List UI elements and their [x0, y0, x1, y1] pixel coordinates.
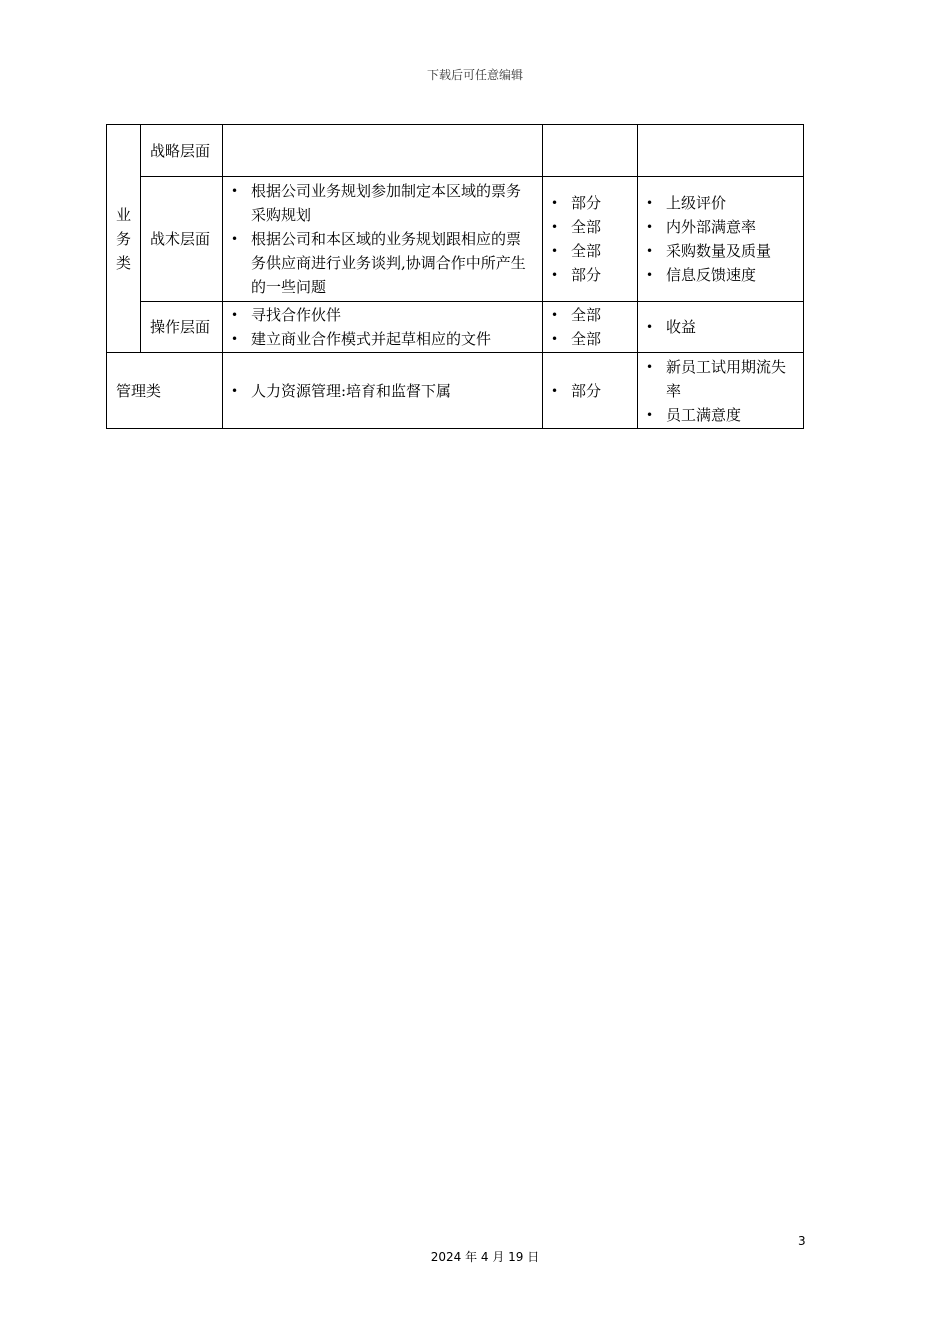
level-cell: 战术层面 — [141, 177, 223, 302]
duties-cell — [223, 177, 543, 302]
list-item: • 全部 — [551, 303, 629, 327]
duties-cell — [223, 353, 543, 429]
list-item: • 根据公司和本区域的业务规划跟相应的票务供应商进行业务谈判,协调合作中所产生的一些问题 — [231, 227, 534, 299]
responsibility-table — [106, 124, 804, 429]
list-item: • 建立商业合作模式并起草相应的文件 — [231, 327, 534, 351]
list-item: • 内外部满意率 — [646, 215, 795, 239]
list-item: • 收益 — [646, 315, 795, 339]
kpi-cell — [638, 353, 804, 429]
list-item: • 根据公司业务规划参加制定本区域的票务采购规划 — [231, 179, 534, 227]
table-row-tactical — [107, 177, 804, 302]
list-item: • 全部 — [551, 327, 629, 351]
scope-cell — [543, 302, 638, 353]
list-item: • 员工满意度 — [646, 403, 795, 427]
page-header: 下载后可任意编辑 — [426, 68, 523, 82]
list-item: • 上级评价 — [646, 191, 795, 215]
kpi-cell — [638, 302, 804, 353]
list-item: • 全部 — [551, 239, 629, 263]
list-item: • 部分 — [551, 263, 629, 287]
table-row-operational — [107, 302, 804, 353]
kpi-cell — [638, 177, 804, 302]
list-item: • 新员工试用期流失率 — [646, 355, 795, 403]
footer-date: 2024 年 4 月 19 日 — [430, 1250, 540, 1264]
list-item: • 人力资源管理:培育和监督下属 — [231, 379, 534, 403]
list-item: • 信息反馈速度 — [646, 263, 795, 287]
category-management: 管理类 — [107, 353, 223, 429]
scope-cell — [543, 125, 638, 177]
table-row-management — [107, 353, 804, 429]
kpi-cell — [638, 125, 804, 177]
list-item: • 寻找合作伙伴 — [231, 303, 534, 327]
duties-cell — [223, 125, 543, 177]
duties-cell — [223, 302, 543, 353]
list-item: • 部分 — [551, 379, 629, 403]
category-business: 业 务 类 — [107, 125, 141, 353]
table-row-strategic — [107, 125, 804, 177]
list-item: • 部分 — [551, 191, 629, 215]
list-item: • 全部 — [551, 215, 629, 239]
level-cell: 操作层面 — [141, 302, 223, 353]
page-number: 3 — [798, 1234, 806, 1248]
level-cell: 战略层面 — [141, 125, 223, 177]
list-item: • 采购数量及质量 — [646, 239, 795, 263]
scope-cell — [543, 177, 638, 302]
scope-cell — [543, 353, 638, 429]
